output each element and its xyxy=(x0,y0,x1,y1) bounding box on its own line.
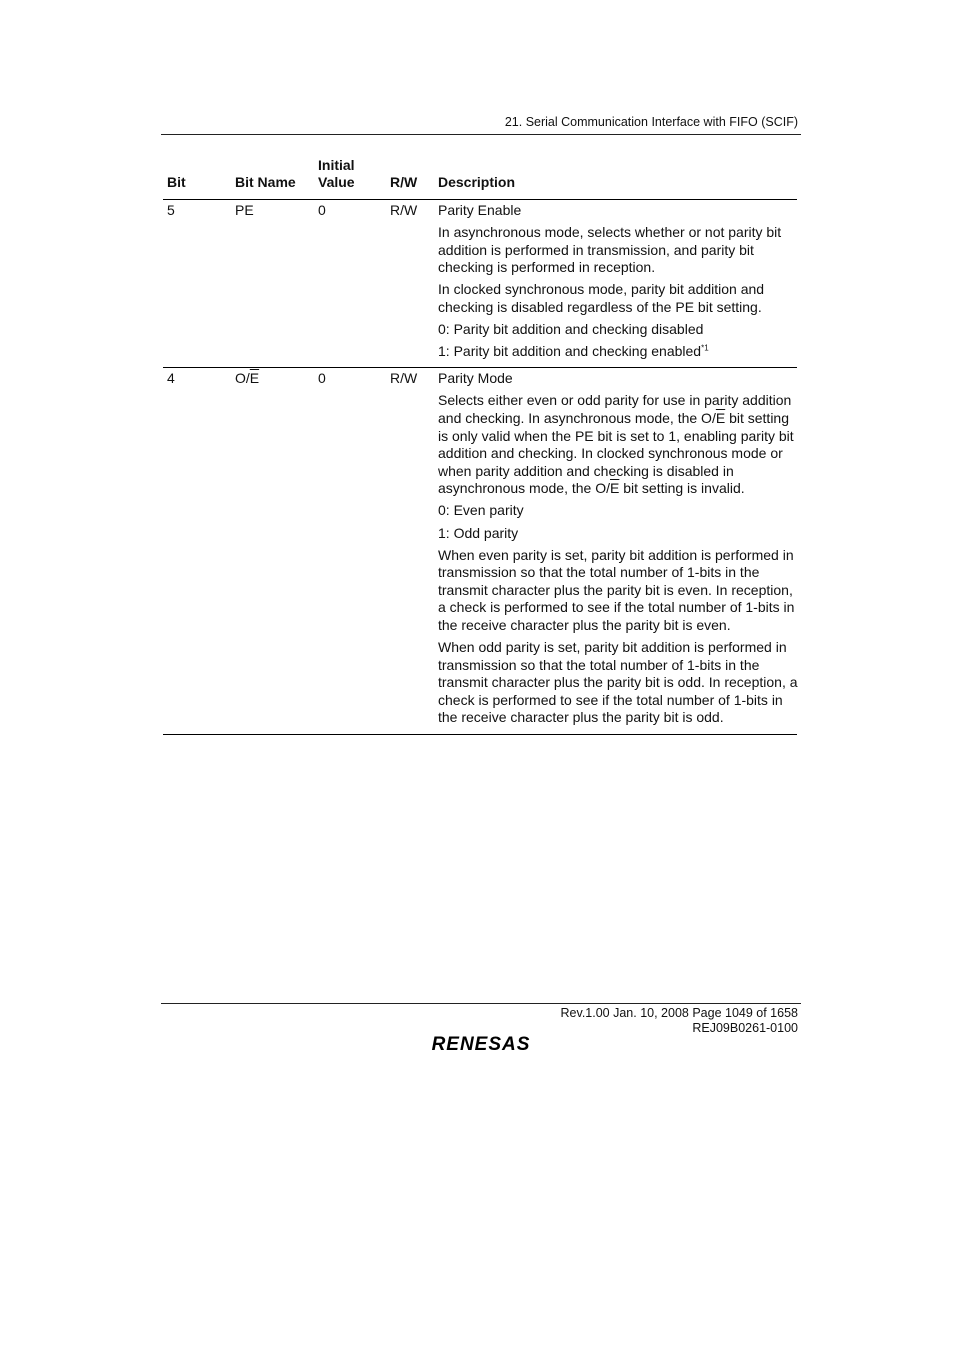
text-run: Selects either even or odd parity for use in parity addition and checking. In asynchronous mode, the O/ xyxy=(438,392,792,426)
bit-name-prefix: O/ xyxy=(235,370,250,387)
cell-bit-name: PE xyxy=(235,202,254,218)
column-header-initial-line2: Value xyxy=(318,174,355,191)
column-header-rw: R/W xyxy=(390,174,418,191)
cell-bit: 5 xyxy=(167,202,175,218)
column-header-bit-name: Bit Name xyxy=(235,174,296,191)
footer-divider xyxy=(161,1003,801,1004)
renesas-logo-icon xyxy=(421,1030,541,1056)
table-row-bit5 xyxy=(163,200,797,368)
text-run: bit setting is only valid when the PE bit is set to 1, enabling parity bit addition and checking. In clocked synchronous mode or when parity addition and checking is disabled in asynchronous mode, the O/ xyxy=(438,409,794,497)
description-title: Parity Enable xyxy=(438,202,522,218)
description-paragraph: In asynchronous mode, selects whether or not parity bit addition is performed in transmission, and parity bit checking is performed in reception. xyxy=(438,224,782,276)
description-paragraph xyxy=(438,392,798,498)
cell-description xyxy=(438,368,798,733)
overline-text: $\overline{E}$ xyxy=(715,409,726,426)
description-setting: 0: Parity bit addition and checking disabled xyxy=(438,321,704,338)
footnote-marker: * xyxy=(701,343,705,353)
bit-name-overline: $\overline{E}$ xyxy=(249,370,260,387)
description-title: Parity Mode xyxy=(438,370,513,387)
text-run: bit setting is invalid. xyxy=(619,480,745,497)
cell-bit: 4 xyxy=(167,370,175,387)
description-paragraph: When even parity is set, parity bit addition is performed in transmission so that the total number of 1-bits in the transmit character plus the parity bit is even. In reception, a check is performed to see if the total number of 1-bits in the receive character plus the parity bit is even. xyxy=(438,546,795,633)
column-header-description: Description xyxy=(438,174,516,191)
document-number: REJ09B0261-0100 xyxy=(692,1021,798,1035)
cell-initial-value: 0 xyxy=(318,370,326,387)
overline-text: $\overline{E}$ xyxy=(610,480,620,497)
description-setting: 1: Odd parity xyxy=(438,524,519,541)
cell-rw: R/W xyxy=(390,370,418,387)
cell-initial-value: 0 xyxy=(318,202,326,218)
register-bit-table xyxy=(163,156,797,735)
description-paragraph: When odd parity is set, parity bit addition is performed in transmission so that the total number of 1-bits in the transmit character plus the parity bit is odd. In reception, a check is performed to see if the total number of 1-bits in the receive character plus the parity bit is odd. xyxy=(438,639,798,726)
footnote-reference xyxy=(701,344,709,353)
cell-bit-name xyxy=(235,370,259,388)
logo-text: RENESAS xyxy=(431,1034,531,1055)
table-header-row xyxy=(163,156,797,200)
description-paragraph: In clocked synchronous mode, parity bit addition and checking is disabled regardless of the PE bit setting. xyxy=(438,281,765,315)
cell-rw: R/W xyxy=(390,202,418,218)
running-header: 21. Serial Communication Interface with FIFO (SCIF) xyxy=(504,115,798,129)
description-setting-with-note xyxy=(438,343,798,361)
cell-description xyxy=(438,200,798,367)
header-divider xyxy=(161,134,801,135)
column-header-initial-line1: Initial xyxy=(318,156,355,173)
description-setting: 1: Parity bit addition and checking enabled xyxy=(438,343,702,360)
column-header-initial-value xyxy=(318,157,355,192)
revision-info: Rev.1.00 Jan. 10, 2008 Page 1049 of 1658 xyxy=(560,1006,798,1020)
page-footer xyxy=(561,1006,798,1036)
description-setting: 0: Even parity xyxy=(438,502,524,519)
table-row-bit4 xyxy=(163,368,797,734)
column-header-bit: Bit xyxy=(167,174,186,191)
footnote-number: 1 xyxy=(704,343,709,353)
